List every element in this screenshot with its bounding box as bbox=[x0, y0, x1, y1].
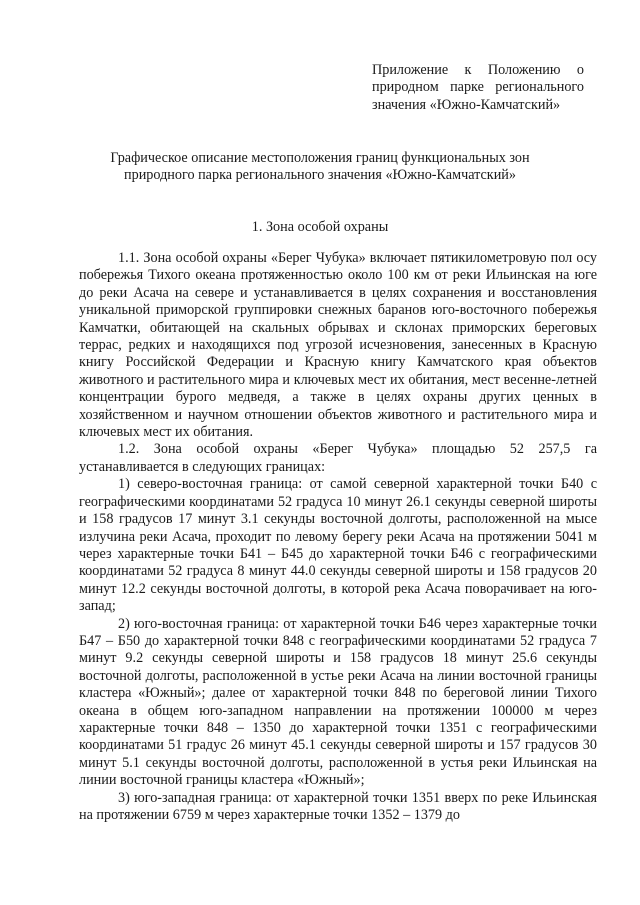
list-item-southeast-boundary: 2) юго-восточная граница: от характерной точки Б46 через характерные точки Б47 – Б50 до характерной точки 848 с географическими координатами 52 градуса 7 минут 9.2 секунды северной широты и 158 градусов 18 минут 25.6 секунды восточной долготы, расположенной в устье реки Асача на линии восточной границы кластера «Южный»; далее от характерной точки 848 по береговой линии Тихого океана в общем юго-западном направлении на протяжении 100000 м через характерные точки 848 – 1350 до характерной точки 1351 с географическими координатами 51 градус 26 минут 45.1 секунды северной широты и 157 градусов 30 минут 5.1 секунды восточной долготы, расположенной в устья реки Ильинская на линии восточной границы кластера «Южный»; bbox=[79, 615, 597, 789]
document-title: Графическое описание местоположения границ функциональных зон природного парка регионального значения «Южно-Камчатский» bbox=[110, 150, 530, 184]
section-heading: 1. Зона особой охраны bbox=[251, 219, 389, 235]
paragraph-1-1: 1.1. Зона особой охраны «Берег Чубука» включает пятикилометровую пол осу побережья Тихого океана протяженностью около 100 км от реки Ильинская на юге до реки Асача на севере и устанавливается в целях сохранения и восстановления уникальной приморской группировки снежных баранов юго-восточного побережья Камчатки, обитающей на скальных обрывах и склонах приморских береговых террас, редких и находящихся под угрозой исчезновения, занесенных в Красную книгу Российской Федерации и Красную книгу Камчатского края объектов животного и растительного мира и ключевых мест их обитания, мест весенне-летней концентрации бурого медведя, а также в целях охраны других ценных в хозяйственном и научном отношении объектов животного и растительного мира и ключевых мест их обитания. bbox=[79, 250, 597, 441]
list-item-northeast-boundary: 1) северо-восточная граница: от самой северной характерной точки Б40 с географическими координатами 52 градуса 10 минут 26.1 секунды северной широты и 158 градусов 17 минут 3.1 секунды восточной долготы, расположенной на мысе излучина реки Асача, проходит по левому берегу реки Асача на протяжении 5041 м через характерные точки Б41 – Б45 до характерной точки Б46 с географическими координатами 52 градуса 8 минут 44.0 секунды северной широты и 158 градусов 20 минут 12.2 секунды восточной долготы, в которой река Асача поворачивает на юго-запад; bbox=[79, 476, 597, 615]
appendix-note: Приложение к Положению о природном парке регионального значения «Южно-Камчатский» bbox=[372, 62, 584, 113]
document-body bbox=[79, 250, 597, 824]
paragraph-1-2: 1.2. Зона особой охраны «Берег Чубука» площадью 52 257,5 га устанавливается в следующих границах: bbox=[79, 441, 597, 475]
list-item-southwest-boundary: 3) юго-западная граница: от характерной точки 1351 вверх по реке Ильинская на протяжении 6759 м через характерные точки 1352 – 1379 до bbox=[79, 789, 597, 823]
